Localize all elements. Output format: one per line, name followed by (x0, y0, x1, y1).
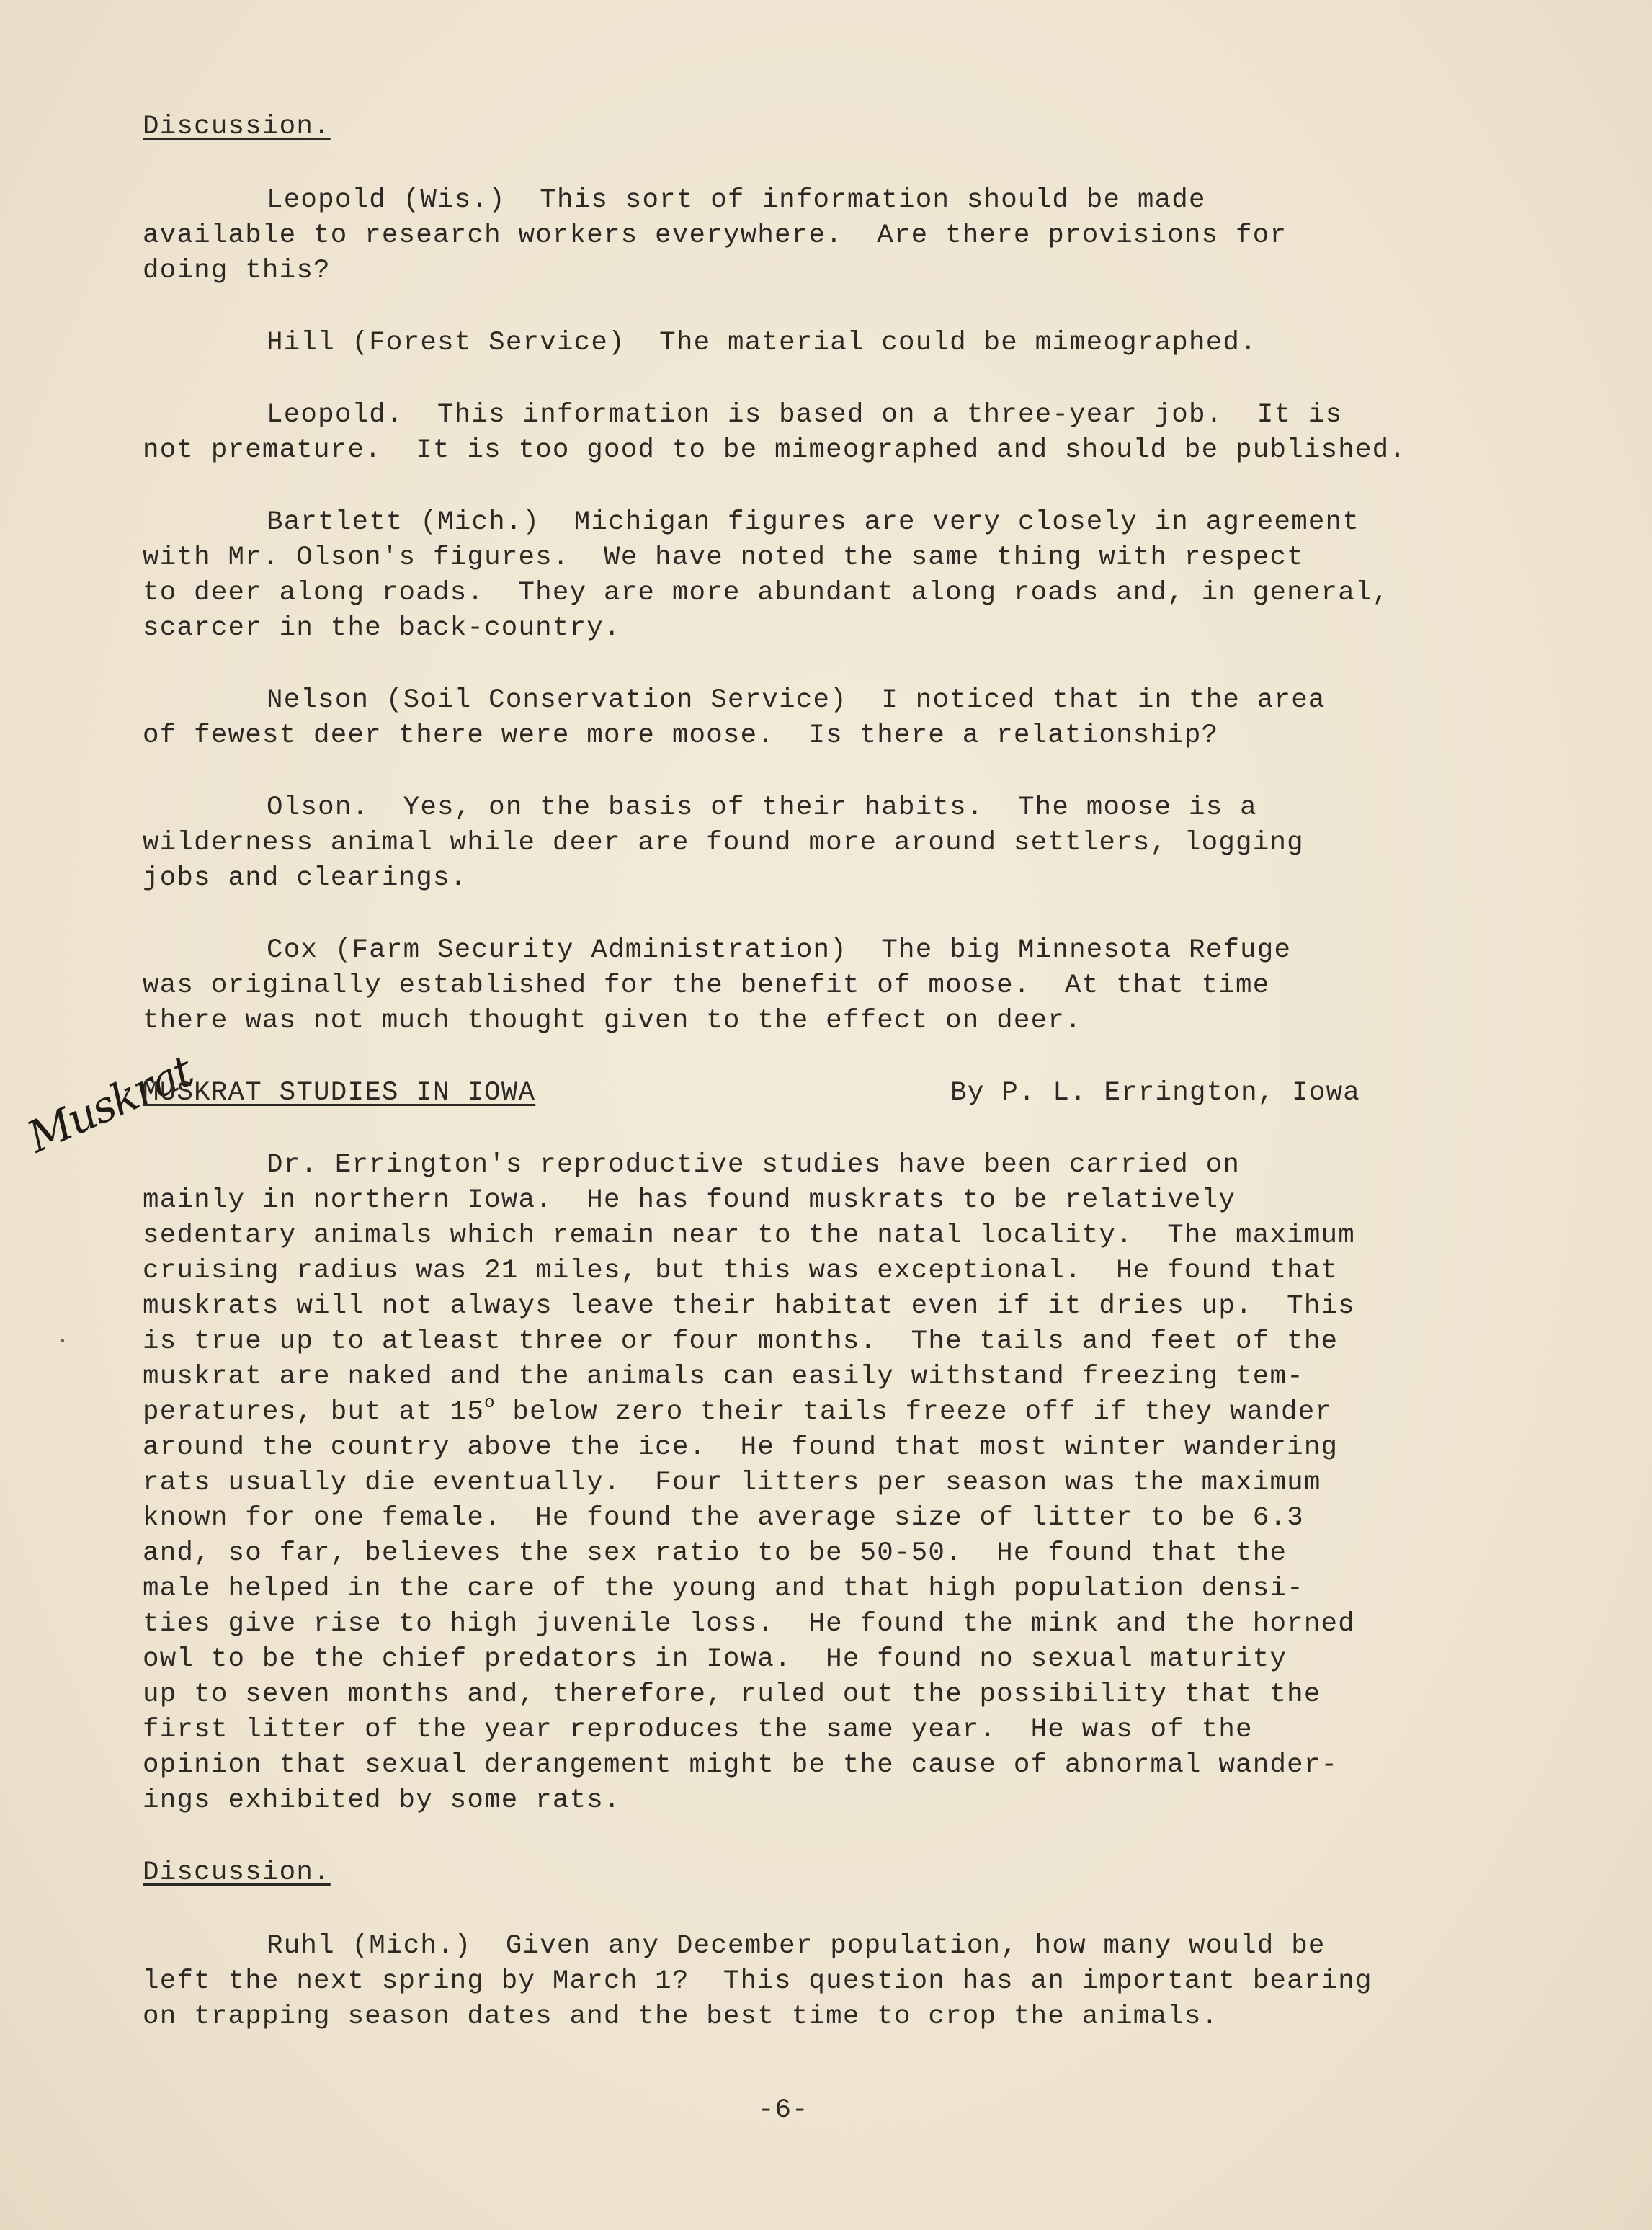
paragraph-hill: Hill (Forest Service) The material could be mimeographed. (267, 328, 1257, 358)
discussion-heading-2: Discussion. (143, 1857, 331, 1888)
typed-text-body (143, 110, 1512, 2035)
paragraph-olson: Olson. Yes, on the basis of their habits. The moose is a wilderness animal while deer are found more around settlers, logging jobs and clearings. (143, 793, 1304, 893)
handwritten-margin-note: Muskrat (20, 1045, 200, 1163)
section-heading-row (143, 1076, 1360, 1111)
section-byline: By P. L. Errington, Iowa (950, 1078, 1360, 1108)
degree-symbol: o (484, 1393, 496, 1413)
discussion-heading-1: Discussion. (143, 112, 331, 142)
paragraph-ruhl: Ruhl (Mich.) Given any December population, how many would be left the next spring by March 1? This question has an important bearing on trapping season dates and the best time to crop the animals. (143, 1931, 1372, 2032)
paragraph-cox: Cox (Farm Security Administration) The big Minnesota Refuge was originally established for the benefit of moose. At that time there was not much thought given to the effect on deer. (143, 935, 1292, 1036)
paragraph-leopold-1: Leopold (Wis.) This sort of information should be made available to research workers everywhere. Are there provisions for doing this? (143, 185, 1287, 286)
paragraph-bartlett: Bartlett (Mich.) Michigan figures are very closely in agreement with Mr. Olson's figures. We have noted the same thing with respect to deer along roads. They are more abundant along roads and, in general, scarcer in the back-country. (143, 507, 1390, 643)
margin-speck (61, 1339, 64, 1342)
section-title: MUSKRAT STUDIES IN IOWA (143, 1078, 536, 1108)
paragraph-nelson: Nelson (Soil Conservation Service) I noticed that in the area of fewest deer there were more moose. Is there a relationship? (143, 685, 1326, 751)
degree-line: peratures, but at 15$^o$ below zero their tails freeze off if they wander (143, 1393, 1333, 1427)
page-number: -6- (758, 2095, 809, 2126)
paragraph-errington: Dr. Errington's reproductive studies have been carried on mainly in northern Iowa. He has found muskrats to be relatively sedentary animals which remain near to the natal locality. The maximum cruising radius was 21 miles, but this was exceptional. He found that muskrats will not always leave their habitat even if it dries up. This is true up to atleast three or four months. The tails and feet of the muskrat are naked and the animals can easily withstand freezing tem- peratures, but at 15$^o$ below zero their tails freeze off if they wander around the country above the ice. He found that most winter wandering rats usually die eventually. Four litters per season was the maximum known for one female. He found the average size of litter to be 6.3 and, so far, believes the sex ratio to be 50-50. He found that the male helped in the care of the young and that high population densi- ties give rise to high juvenile loss. He found the mink and the horned owl to be the chief predators in Iowa. He found no sexual maturity up to seven months and, therefore, ruled out the possibility that the first litter of the year reproduces the same year. He was of the opinion that sexual derangement might be the cause of abnormal wander- ings exhibited by some rats. (143, 1148, 1512, 1819)
paragraph-leopold-2: Leopold. This information is based on a three-year job. It is not premature. It is too good to be mimeographed and should be published. (143, 400, 1407, 465)
